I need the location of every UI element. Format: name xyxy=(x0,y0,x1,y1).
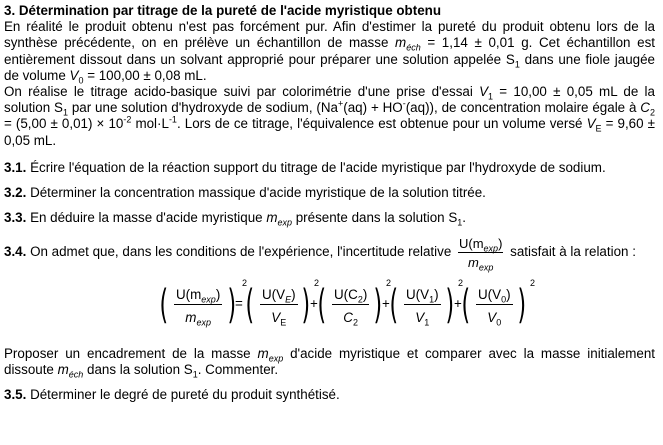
question-3-4: 3.4. On admet que, dans les conditions de l'expérience, l'incertitude relative $\frac{U(m_{exp})}{m_{exp}}$ satisfait à la relation : xyxy=(4,235,636,273)
question-3-5: 3.5. Déterminer le degré de pureté du produit synthétisé. xyxy=(4,387,340,403)
intro-paragraph-2: On réalise le titrage acido-basique suivi par colorimétrie d'une prise d'essai $V_1 = 10,00 \pm 0,05$ mL de la solution $S_1$ par une solution d'hydroxyde de sodium, (Na+(aq) + HO-(aq)), de concentration molaire égale à $C_2 = (5,00 \pm 0,01) \times 10^{-2}$ $mol\cdot L^{-1}$. Lors de ce titrage, l'équivalence est obtenue pour un volume versé $V_E = 9,60 \pm 0,05$ mL. xyxy=(4,84,655,148)
document-page xyxy=(4,0,655,404)
section-title: 3. Détermination par titrage de la pureté de l'acide myristique obtenu xyxy=(4,3,441,18)
formula-term-v0: $\frac{U(V_0)}{V_0}$ xyxy=(478,286,511,328)
formula-term-ve: $\frac{U(V_E)}{V_E}$ xyxy=(262,286,296,328)
formula-term-v1: $\frac{U(V_1)}{V_1}$ xyxy=(406,286,439,328)
formula-term-c2: $\frac{U(C_2)}{C_2}$ xyxy=(334,286,368,328)
uncertainty-formula: ( $\frac{U(m_{exp})}{m_{exp}}$ ) 2 = ( $\frac{U(V_E)}{V_E}$ ) 2 + ( $\frac{U(C_2)}{C_2}$ ) 2 + ( $\frac{U(V_1)}{V_1}$ ) 2 + ( $\frac{U(V_0)}{V_0}$ ) 2 xyxy=(159,277,536,328)
question-3-3: 3.3. En déduire la masse d'acide myristique $m_{exp}$ présente dans la solution $S_1$. xyxy=(4,210,467,228)
question-3-1: 3.1. Écrire l'équation de la réaction support du titrage de l'acide myristique par l'hydroxyde de sodium. xyxy=(4,159,606,175)
question-3-2: 3.2. Déterminer la concentration massique d'acide myristique de la solution titrée. xyxy=(4,185,486,201)
question-3-4-instruction: Proposer un encadrement de la masse $m_{exp}$ d'acide myristique et comparer avec la masse initialement dissoute $m_{éch}$ dans la solution $S_1$. Commenter. xyxy=(4,345,656,380)
formula-lhs-fraction: $\frac{U(m_{exp})}{m_{exp}}$ xyxy=(176,286,221,328)
relative-uncertainty-fraction: $\frac{U(m_{exp})}{m_{exp}}$ xyxy=(459,235,503,273)
intro-paragraph-1: En réalité le produit obtenu n'est pas forcément pur. Afin d'estimer la pureté du produit obtenu lors de la synthèse précédente, on en prélève un échantillon de masse $m_{éch} = 1,14 \pm 0,01$ g. Cet échantillon est entièrement dissout dans un solvant approprié pour préparer une solution appelée $S_1$ dans une fiole jaugée de volume $V_0 = 100,00 \pm 0,08$ mL. xyxy=(4,19,655,86)
